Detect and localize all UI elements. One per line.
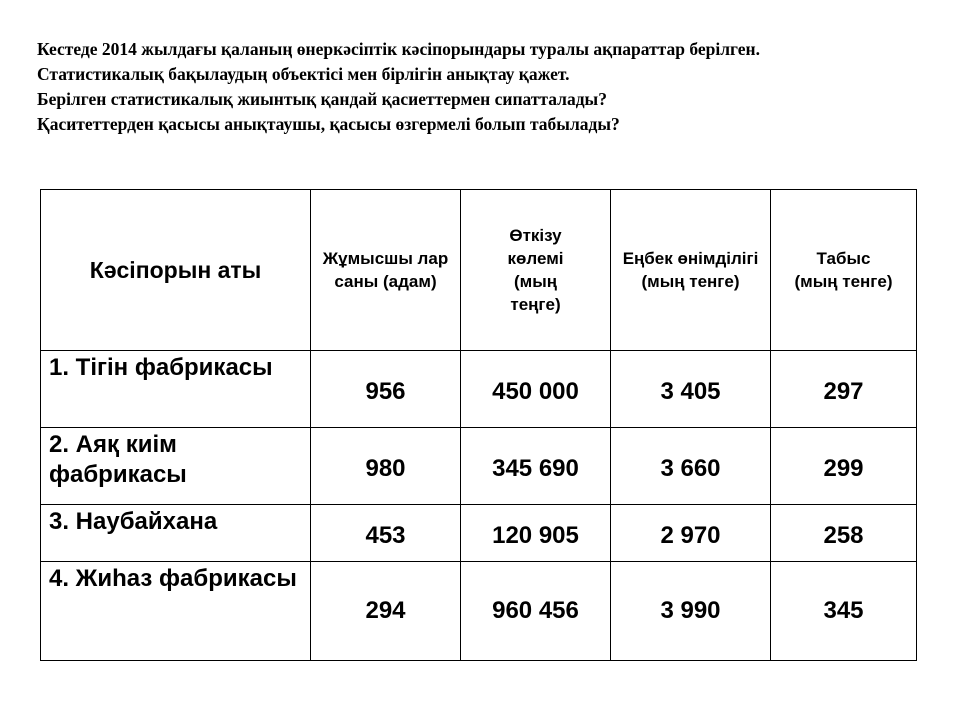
cell-income: 297 [771, 351, 917, 428]
cell-sales: 120 905 [461, 505, 611, 562]
cell-sales: 450 000 [461, 351, 611, 428]
cell-productivity: 3 660 [611, 428, 771, 505]
table-row [41, 505, 917, 562]
cell-productivity: 2 970 [611, 505, 771, 562]
cell-sales: 960 456 [461, 562, 611, 661]
intro-line-3: Берілген статистикалық жиынтық қандай қасиеттермен сипатталады? [37, 89, 607, 109]
cell-productivity: 3 990 [611, 562, 771, 661]
header-income [771, 190, 917, 351]
intro-line-4: Қаситеттерден қасысы анықтаушы, қасысы өзгермелі болып табылады? [37, 114, 620, 134]
header-income-label: Табыс (мың тенге) [794, 249, 893, 291]
table-row [41, 562, 917, 661]
header-productivity [611, 190, 771, 351]
cell-enterprise-name: 2. Аяқ киім фабрикасы [41, 428, 311, 505]
header-workers-label: Жұмысшы лар саны (адам) [322, 249, 449, 291]
header-enterprise-name: Кәсіпорын аты [41, 190, 311, 351]
cell-workers: 956 [311, 351, 461, 428]
cell-sales: 345 690 [461, 428, 611, 505]
intro-line-2: Статистикалық бақылаудың объектісі мен бірлігін анықтау қажет. [37, 64, 570, 84]
table-row [41, 428, 917, 505]
cell-productivity: 3 405 [611, 351, 771, 428]
cell-enterprise-name: 1. Тігін фабрикасы [41, 351, 311, 428]
cell-income: 299 [771, 428, 917, 505]
header-workers [311, 190, 461, 351]
cell-workers: 980 [311, 428, 461, 505]
cell-workers: 294 [311, 562, 461, 661]
cell-income: 345 [771, 562, 917, 661]
header-sales-volume [461, 190, 611, 351]
cell-workers: 453 [311, 505, 461, 562]
table-header-row [41, 190, 917, 351]
intro-line-1: Кестеде 2014 жылдағы қаланың өнеркәсіптік кәсіпорындары туралы ақпараттар берілген. [37, 39, 760, 59]
cell-enterprise-name: 4. Жиһаз фабрикасы [41, 562, 311, 661]
intro-text [37, 37, 925, 137]
header-sales-label: Өткізу көлемі (мың теңге) [507, 226, 564, 314]
header-productivity-label: Еңбек өнімділігі (мың тенге) [622, 249, 759, 291]
table-row [41, 351, 917, 428]
cell-enterprise-name: 3. Наубайхана [41, 505, 311, 562]
cell-income: 258 [771, 505, 917, 562]
enterprise-table [40, 189, 917, 661]
